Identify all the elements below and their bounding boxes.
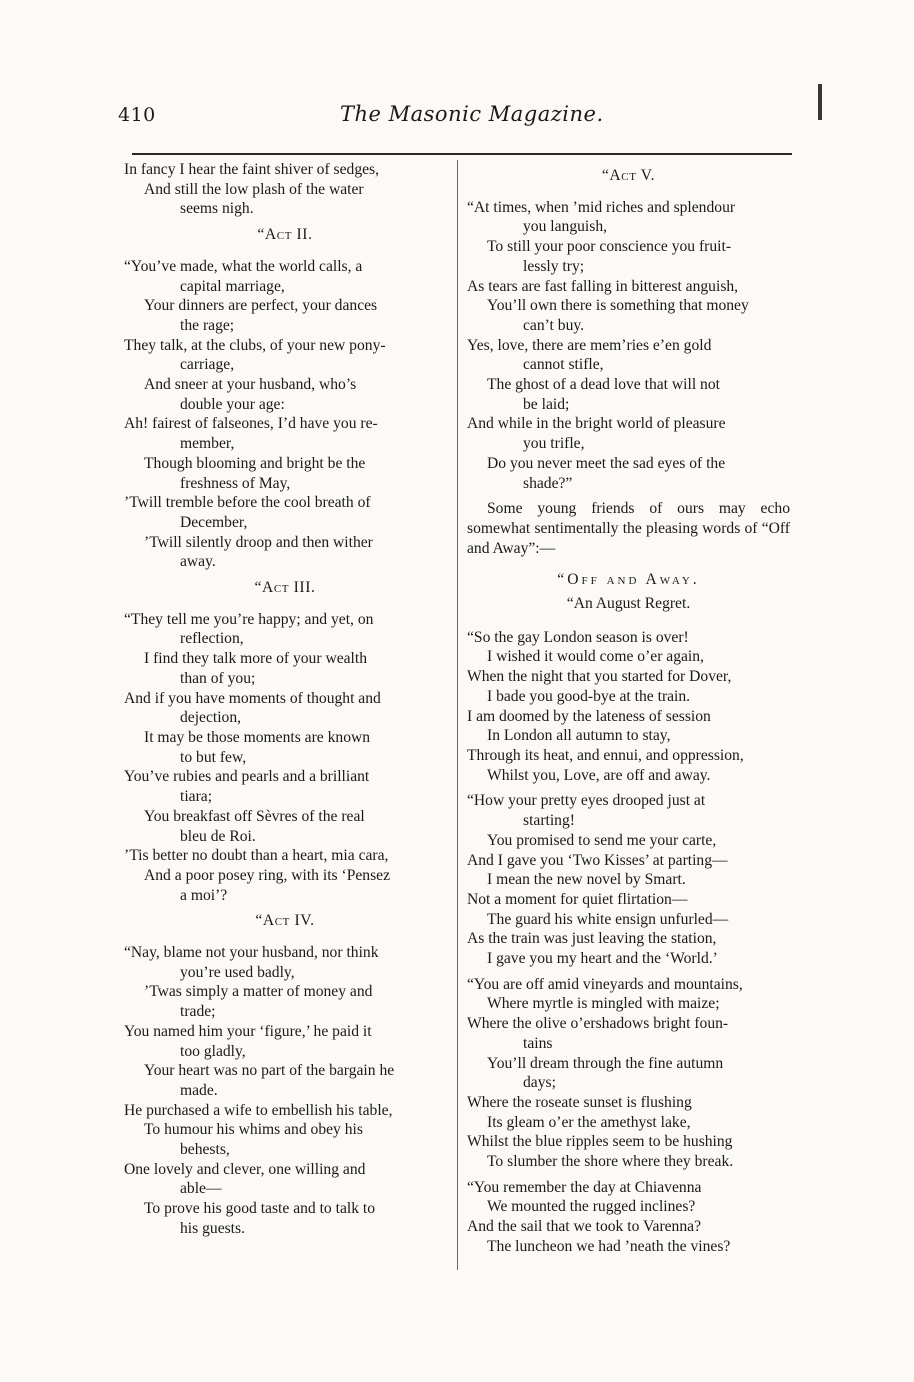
poem-stanza — [467, 628, 790, 786]
act-iii-heading: “Act III. — [254, 579, 316, 597]
intro-stanza — [124, 160, 446, 219]
verse-line: One lovely and clever, one willing and — [124, 1160, 366, 1178]
verse-line: You breakfast off Sèvres of the real — [144, 807, 365, 825]
verse-line: Where the roseate sunset is flushing — [467, 1093, 692, 1111]
verse-line: ’Twill silently droop and then wither — [144, 533, 373, 551]
intro-prose — [467, 499, 790, 558]
verse-line: You’ve rubies and pearls and a brilliant — [124, 768, 370, 786]
verse-line: And I gave you ‘Two Kisses’ at parting— — [467, 851, 728, 869]
verse-line: starting! — [523, 812, 575, 830]
edge-mark — [818, 84, 822, 120]
poem-stanza — [467, 791, 790, 968]
verse-line: Your heart was no part of the bargain he — [144, 1062, 395, 1080]
verse-line: He purchased a wife to embellish his table, — [124, 1101, 393, 1119]
verse-line: dejection, — [180, 709, 242, 727]
verse-line: Whilst the blue ripples seem to be hushing — [467, 1133, 733, 1151]
verse-line: freshness of May, — [180, 474, 291, 492]
verse-line: able— — [180, 1180, 222, 1198]
verse-line: reflection, — [180, 630, 244, 648]
verse-line: I find they talk more of your wealth — [144, 650, 368, 668]
verse-line: And a poor posey ring, with its ‘Pensez — [144, 866, 390, 884]
verse-line: In London all autumn to stay, — [487, 727, 671, 745]
verse-line: The ghost of a dead love that will not — [487, 376, 720, 394]
verse-line: “At times, when ’mid riches and splendour — [467, 198, 736, 216]
verse-line: be laid; — [523, 395, 570, 413]
verse-line: lessly try; — [523, 257, 585, 275]
verse-line: You promised to send me your carte, — [487, 831, 717, 849]
verse-line: away. — [180, 553, 216, 571]
verse-line: the rage; — [180, 316, 235, 334]
verse-line: days; — [523, 1074, 556, 1092]
verse-line: you’re used badly, — [180, 963, 295, 981]
act-ii-stanza — [124, 257, 446, 572]
poem-stanza — [467, 975, 790, 1172]
verse-line: You’ll dream through the fine autumn — [487, 1054, 724, 1072]
verse-line: bleu de Roi. — [180, 827, 256, 845]
act-iv-stanza — [124, 943, 446, 1239]
verse-line: You named him your ‘figure,’ he paid it — [124, 1022, 372, 1040]
verse-line: I gave you my heart and the ‘World.’ — [487, 950, 718, 968]
header-rule — [132, 153, 792, 155]
act-ii-heading: “Act II. — [257, 226, 313, 244]
verse-line: member, — [180, 435, 235, 453]
verse-line: Ah! fairest of falseones, I’d have you re- — [124, 415, 378, 433]
verse-line: seems nigh. — [180, 200, 254, 218]
verse-line: too gladly, — [180, 1042, 246, 1060]
verse-line: you trifle, — [523, 435, 585, 453]
verse-line: As tears are fast falling in bitterest anguish, — [467, 277, 739, 295]
verse-line: Do you never meet the sad eyes of the — [487, 454, 726, 472]
verse-line: capital marriage, — [180, 277, 285, 295]
verse-line: And if you have moments of thought and — [124, 689, 381, 707]
verse-line: you languish, — [523, 218, 608, 236]
act-v-stanza — [467, 198, 790, 494]
verse-line: “How your pretty eyes drooped just at — [467, 792, 706, 810]
verse-line: than of you; — [180, 669, 256, 687]
poem-stanzas — [467, 628, 790, 1257]
verse-line: ’Twill tremble before the cool breath of — [124, 494, 371, 512]
verse-line: As the train was just leaving the station, — [467, 930, 717, 948]
verse-line: In fancy I hear the faint shiver of sedges, — [124, 161, 380, 178]
verse-line: “They tell me you’re happy; and yet, on — [124, 610, 374, 628]
verse-line: “You are off amid vineyards and mountains, — [467, 975, 743, 993]
verse-line: Where the olive o’ershadows bright foun- — [467, 1015, 729, 1033]
verse-line: I mean the new novel by Smart. — [487, 871, 686, 889]
verse-line: can’t buy. — [523, 316, 585, 334]
verse-line: “So the gay London season is over! — [467, 628, 689, 646]
verse-line: Whilst you, Love, are off and away. — [487, 766, 711, 784]
verse-line: tiara; — [180, 788, 213, 806]
poem-stanza — [467, 1178, 790, 1257]
verse-line: Not a moment for quiet flirtation— — [467, 890, 688, 908]
act-iii-stanza — [124, 610, 446, 906]
poem-title: “Off and Away. — [557, 571, 700, 589]
verse-line: “You’ve made, what the world calls, a — [124, 257, 363, 275]
verse-line: I bade you good-bye at the train. — [487, 687, 691, 705]
verse-line: To humour his whims and obey his — [144, 1121, 363, 1139]
verse-line: And sneer at your husband, who’s — [144, 376, 357, 394]
verse-line: To prove his good taste and to talk to — [144, 1200, 376, 1218]
verse-line: And the sail that we took to Varenna? — [467, 1218, 701, 1236]
page-number: 410 — [118, 104, 156, 126]
verse-line: a moi’? — [180, 886, 228, 904]
verse-line: And while in the bright world of pleasure — [467, 415, 726, 433]
verse-line: Though blooming and bright be the — [144, 454, 366, 472]
verse-line: I wished it would come o’er again, — [487, 648, 704, 666]
verse-line: shade?” — [523, 474, 573, 492]
verse-line: tains — [523, 1034, 553, 1052]
verse-line: Through its heat, and ennui, and oppression, — [467, 746, 744, 764]
act-v-heading: “Act V. — [601, 167, 656, 184]
verse-line: behests, — [180, 1141, 230, 1159]
verse-line: Yes, love, there are mem’ries e’en gold — [467, 336, 712, 354]
verse-line: I am doomed by the lateness of session — [467, 707, 711, 725]
verse-line: carriage, — [180, 356, 235, 374]
verse-line: To slumber the shore where they break. — [487, 1153, 734, 1171]
verse-line: cannot stifle, — [523, 356, 604, 374]
verse-line: It may be those moments are known — [144, 728, 371, 746]
verse-line: The luncheon we had ’neath the vines? — [487, 1237, 731, 1255]
verse-line: Its gleam o’er the amethyst lake, — [487, 1113, 691, 1131]
act-iv-heading: “Act IV. — [255, 912, 315, 930]
verse-line: to but few, — [180, 748, 247, 766]
verse-line: “You remember the day at Chiavenna — [467, 1178, 702, 1196]
verse-line: You’ll own there is something that money — [487, 297, 749, 315]
verse-line: Your dinners are perfect, your dances — [144, 297, 378, 315]
verse-line: And still the low plash of the water — [144, 180, 364, 198]
verse-line: To still your poor conscience you fruit- — [487, 238, 732, 256]
verse-line: trade; — [180, 1003, 216, 1021]
verse-line: We mounted the rugged inclines? — [487, 1198, 696, 1216]
verse-line: When the night that you started for Dover, — [467, 668, 732, 686]
left-column — [124, 160, 446, 1245]
verse-line: double your age: — [180, 395, 285, 413]
verse-line: his guests. — [180, 1219, 245, 1237]
right-column — [467, 160, 790, 1263]
verse-line: ’Tis better no doubt than a heart, mia cara, — [124, 847, 389, 865]
verse-line: The guard his white ensign unfurled— — [487, 910, 729, 928]
verse-line: December, — [180, 513, 248, 531]
verse-line: They talk, at the clubs, of your new pony- — [124, 336, 386, 354]
verse-line: “Nay, blame not your husband, nor think — [124, 944, 379, 962]
column-divider — [457, 160, 458, 1270]
verse-line: Where myrtle is mingled with maize; — [487, 995, 720, 1013]
poem-subtitle: “An August Regret. — [566, 595, 691, 613]
verse-line: made. — [180, 1081, 218, 1099]
intro-prose-text: Some young friends of ours may echo somewhat sentimentally the pleasing words of “Off and Away”:— — [467, 500, 790, 557]
running-title: The Masonic Magazine. — [340, 102, 604, 126]
verse-line: ’Twas simply a matter of money and — [144, 983, 373, 1001]
